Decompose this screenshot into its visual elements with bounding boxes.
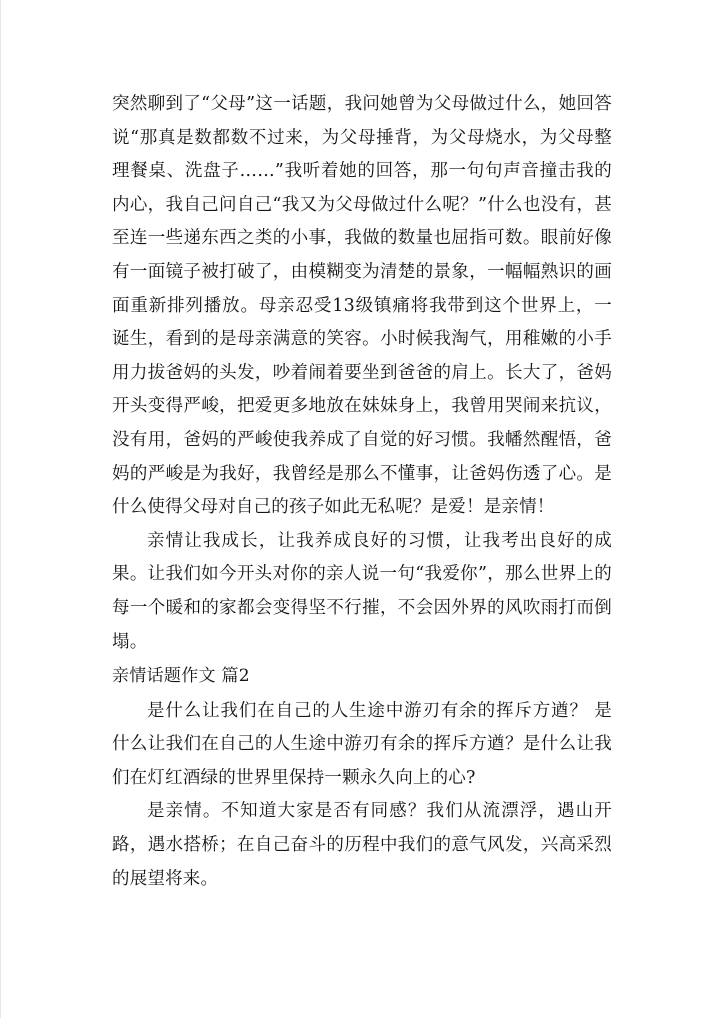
paragraph-parents-reflection: 突然聊到了“父母”这一话题，我问她曾为父母做过什么，她回答说“那真是数都数不过来，为父母捶背，为父母烧水，为父母整理餐桌、洗盘子……”我听着她的回答，那一句句声音撞击我的内心，我自己问自己“我又为父母做过什么呢？”什么也没有，甚至连一些递东西之类的小事，我做的数量也屈指可数。眼前好像有一面镜子被打破了，由模糊变为清楚的景象，一幅幅熟识的画面重新排列播放。母亲忍受13级镇痛将我带到这个世界上，一诞生，看到的是母亲满意的笑容。小时候我淘气，用稚嫩的小手用力拔爸妈的头发，吵着闹着要坐到爸爸的肩上。长大了，爸妈开头变得严峻，把爱更多地放在妹妹身上，我曾用哭闹来抗议，没有用，爸妈的严峻使我养成了自觉的好习惯。我幡然醒悟，爸妈的严峻是为我好，我曾经是那么不懂事，让爸妈伤透了心。是什么使得父母对自己的孩子如此无私呢？是爱！是亲情！ xyxy=(112,94,612,518)
paragraph-question: 是什么让我们在自己的人生途中游刃有余的挥斥方遒？ 是什么让我们在自己的人生途中游刃有余的挥斥方遒？是什么让我们在灯红酒绿的世界里保持一颗永久向上的心? xyxy=(112,700,612,788)
paragraph-answer: 是亲情。不知道大家是否有同感？我们从流漂浮，遇山开路，遇水搭桥；在自己奋斗的历程中我们的意气风发，兴高采烈的展望将来。 xyxy=(112,801,612,889)
section-heading: 亲情话题作文 篇2 xyxy=(112,666,250,687)
document-body xyxy=(112,88,612,896)
paragraph-family-growth: 亲情让我成长，让我养成良好的习惯，让我考出良好的成果。让我们如今开头对你的亲人说一句“我爱你”，那么世界上的每一个暖和的家都会变得坚不行摧，不会因外界的风吹雨打而倒塌。 xyxy=(112,530,612,652)
page-edge-divider xyxy=(0,0,1,1018)
